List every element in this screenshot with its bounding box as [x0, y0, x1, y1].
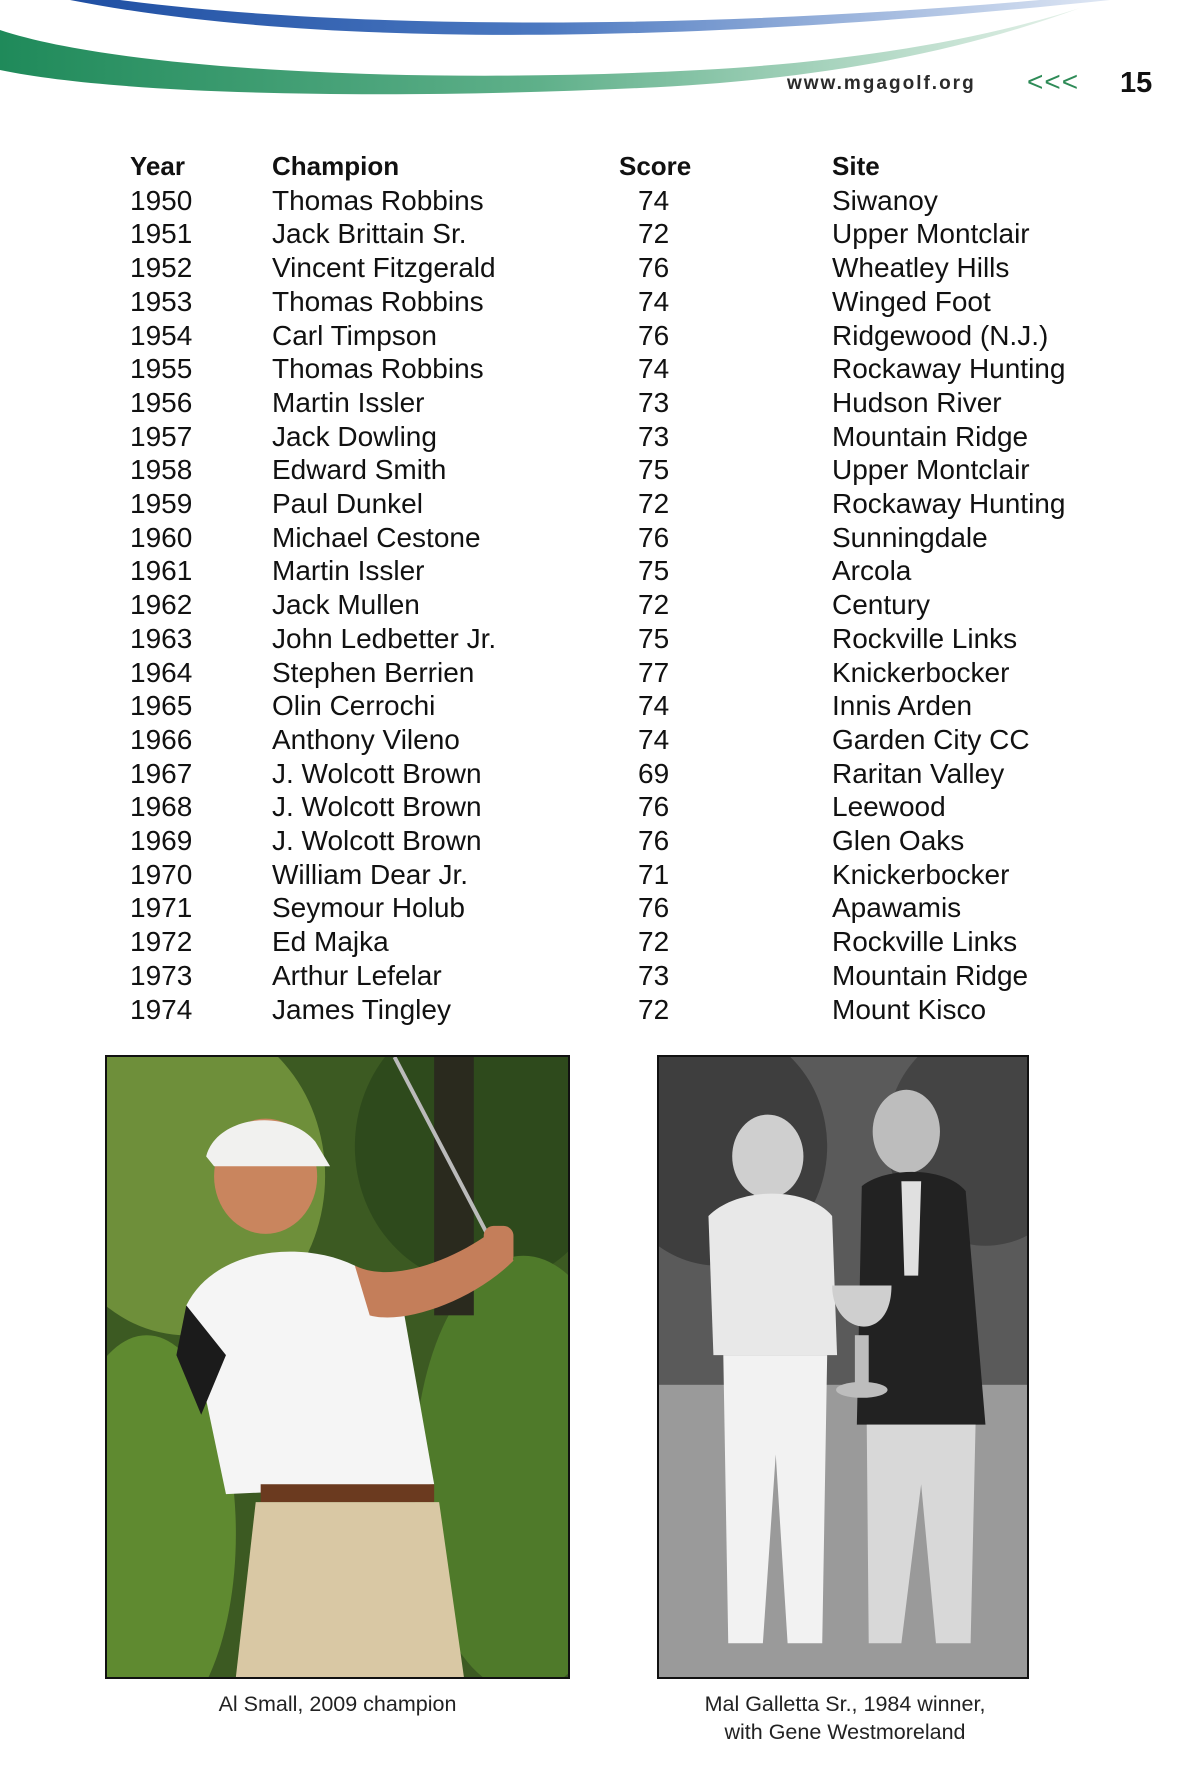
cell-champion: James Tingley	[272, 993, 451, 1025]
cell-site: Siwanoy	[832, 184, 938, 216]
photo-caption-mal-galletta	[640, 1690, 1050, 1746]
table-row	[130, 757, 1132, 791]
cell-site: Ridgewood (N.J.)	[832, 319, 1049, 351]
cell-site: Sunningdale	[832, 521, 988, 553]
cell-score: 74	[638, 353, 670, 385]
table-row	[130, 790, 1132, 824]
caption-line: Al Small, 2009 champion	[218, 1692, 457, 1716]
column-header-year: Year	[130, 151, 185, 181]
table-row	[130, 858, 1132, 892]
cell-site: Knickerbocker	[832, 656, 1010, 688]
table-row	[130, 723, 1132, 757]
cell-champion: Thomas Robbins	[272, 285, 484, 317]
cell-site: Upper Montclair	[832, 454, 1030, 486]
table-row	[130, 689, 1132, 723]
cell-year: 1960	[130, 521, 193, 553]
cell-score: 72	[638, 926, 670, 958]
column-header-champion: Champion	[272, 151, 400, 181]
cell-site: Mountain Ridge	[832, 420, 1029, 452]
cell-champion: Martin Issler	[272, 555, 425, 587]
cell-year: 1964	[130, 656, 193, 688]
cell-site: Knickerbocker	[832, 858, 1010, 890]
cell-site: Wheatley Hills	[832, 252, 1010, 284]
cell-champion: William Dear Jr.	[272, 858, 469, 890]
table-row	[130, 487, 1132, 521]
photo-caption-al-small	[105, 1690, 570, 1718]
table-row	[130, 420, 1132, 454]
cell-site: Century	[832, 589, 931, 621]
cell-champion: Jack Dowling	[272, 420, 437, 452]
cell-score: 71	[638, 858, 670, 890]
cell-score: 72	[638, 589, 670, 621]
cell-champion: J. Wolcott Brown	[272, 757, 482, 789]
cell-site: Mountain Ridge	[832, 959, 1029, 991]
cell-score: 74	[638, 723, 670, 755]
cell-champion: Stephen Berrien	[272, 656, 475, 688]
cell-year: 1950	[130, 184, 193, 216]
cell-year: 1954	[130, 319, 193, 351]
cell-year: 1955	[130, 353, 193, 385]
cell-year: 1969	[130, 825, 193, 857]
cell-year: 1961	[130, 555, 193, 587]
cell-score: 74	[638, 690, 670, 722]
cell-champion: Vincent Fitzgerald	[272, 252, 496, 284]
cell-score: 72	[638, 488, 670, 520]
table-row	[130, 521, 1132, 555]
table-row	[130, 824, 1132, 858]
table-row	[130, 554, 1132, 588]
cell-year: 1959	[130, 488, 193, 520]
cell-site: Mount Kisco	[832, 993, 987, 1025]
cell-score: 73	[638, 386, 670, 418]
table-row	[130, 656, 1132, 690]
cell-score: 72	[638, 218, 670, 250]
cell-score: 76	[638, 825, 670, 857]
cell-year: 1974	[130, 993, 193, 1025]
cell-score: 76	[638, 319, 670, 351]
cell-site: Arcola	[832, 555, 912, 587]
cell-site: Winged Foot	[832, 285, 991, 317]
cell-score: 76	[638, 252, 670, 284]
cell-year: 1952	[130, 252, 193, 284]
cell-champion: Edward Smith	[272, 454, 447, 486]
table-row	[130, 925, 1132, 959]
cell-champion: Olin Cerrochi	[272, 690, 436, 722]
table-row	[130, 622, 1132, 656]
table-row	[130, 588, 1132, 622]
cell-year: 1962	[130, 589, 193, 621]
cell-year: 1967	[130, 757, 193, 789]
cell-score: 77	[638, 656, 670, 688]
table-row	[130, 386, 1132, 420]
table-row	[130, 993, 1132, 1027]
cell-champion: Jack Brittain Sr.	[272, 218, 467, 250]
table-row	[130, 891, 1132, 925]
cell-champion: Jack Mullen	[272, 589, 420, 621]
cell-score: 74	[638, 285, 670, 317]
cell-year: 1963	[130, 622, 193, 654]
table-row	[130, 285, 1132, 319]
cell-champion: Seymour Holub	[272, 892, 465, 924]
cell-score: 76	[638, 521, 670, 553]
cell-champion: Thomas Robbins	[272, 353, 484, 385]
cell-site: Rockaway Hunting	[832, 353, 1066, 385]
cell-year: 1970	[130, 858, 193, 890]
cell-score: 76	[638, 892, 670, 924]
cell-year: 1971	[130, 892, 193, 924]
cell-score: 75	[638, 555, 670, 587]
cell-champion: Ed Majka	[272, 926, 389, 958]
cell-champion: Paul Dunkel	[272, 488, 423, 520]
table-row	[130, 959, 1132, 993]
cell-site: Rockville Links	[832, 622, 1018, 654]
table-row	[130, 251, 1132, 285]
chevrons-left-icon: <<<	[1027, 66, 1080, 97]
cell-champion: Anthony Vileno	[272, 723, 460, 755]
table-row	[130, 217, 1132, 251]
cell-year: 1966	[130, 723, 193, 755]
cell-champion: Carl Timpson	[272, 319, 437, 351]
cell-year: 1957	[130, 420, 193, 452]
cell-champion: Michael Cestone	[272, 521, 481, 553]
column-header-score: Score	[619, 151, 692, 181]
cell-year: 1958	[130, 454, 193, 486]
cell-site: Innis Arden	[832, 690, 973, 722]
cell-year: 1968	[130, 791, 193, 823]
cell-score: 74	[638, 184, 670, 216]
cell-year: 1972	[130, 926, 193, 958]
cell-score: 75	[638, 454, 670, 486]
photo-mal-galletta	[657, 1055, 1029, 1679]
cell-champion: Arthur Lefelar	[272, 959, 442, 991]
cell-champion: John Ledbetter Jr.	[272, 622, 497, 654]
caption-line: Mal Galletta Sr., 1984 winner,	[704, 1692, 986, 1716]
website-url: www.mgagolf.org	[787, 73, 976, 94]
table-row	[130, 184, 1132, 218]
table-header-row	[130, 150, 1132, 184]
cell-site: Apawamis	[832, 892, 962, 924]
cell-champion: Thomas Robbins	[272, 184, 484, 216]
cell-year: 1953	[130, 285, 193, 317]
cell-score: 73	[638, 420, 670, 452]
cell-champion: Martin Issler	[272, 386, 425, 418]
column-header-site: Site	[832, 151, 880, 181]
table-row	[130, 453, 1132, 487]
cell-site: Leewood	[832, 791, 946, 823]
cell-site: Upper Montclair	[832, 218, 1030, 250]
caption-line: with Gene Westmoreland	[724, 1720, 966, 1744]
cell-year: 1956	[130, 386, 193, 418]
header-banner	[0, 0, 1200, 120]
cell-site: Glen Oaks	[832, 825, 965, 857]
cell-score: 69	[638, 757, 670, 789]
cell-site: Garden City CC	[832, 723, 1030, 755]
cell-site: Raritan Valley	[832, 757, 1005, 789]
cell-score: 76	[638, 791, 670, 823]
cell-year: 1973	[130, 959, 193, 991]
photo-al-small	[105, 1055, 570, 1679]
cell-site: Hudson River	[832, 386, 1002, 418]
champions-table	[130, 150, 1132, 1026]
cell-champion: J. Wolcott Brown	[272, 825, 482, 857]
cell-champion: J. Wolcott Brown	[272, 791, 482, 823]
table-row	[130, 319, 1132, 353]
cell-score: 75	[638, 622, 670, 654]
cell-score: 73	[638, 959, 670, 991]
cell-score: 72	[638, 993, 670, 1025]
cell-site: Rockville Links	[832, 926, 1018, 958]
cell-site: Rockaway Hunting	[832, 488, 1066, 520]
cell-year: 1951	[130, 218, 193, 250]
page-number: 15	[1120, 67, 1153, 99]
cell-year: 1965	[130, 690, 193, 722]
table-row	[130, 352, 1132, 386]
